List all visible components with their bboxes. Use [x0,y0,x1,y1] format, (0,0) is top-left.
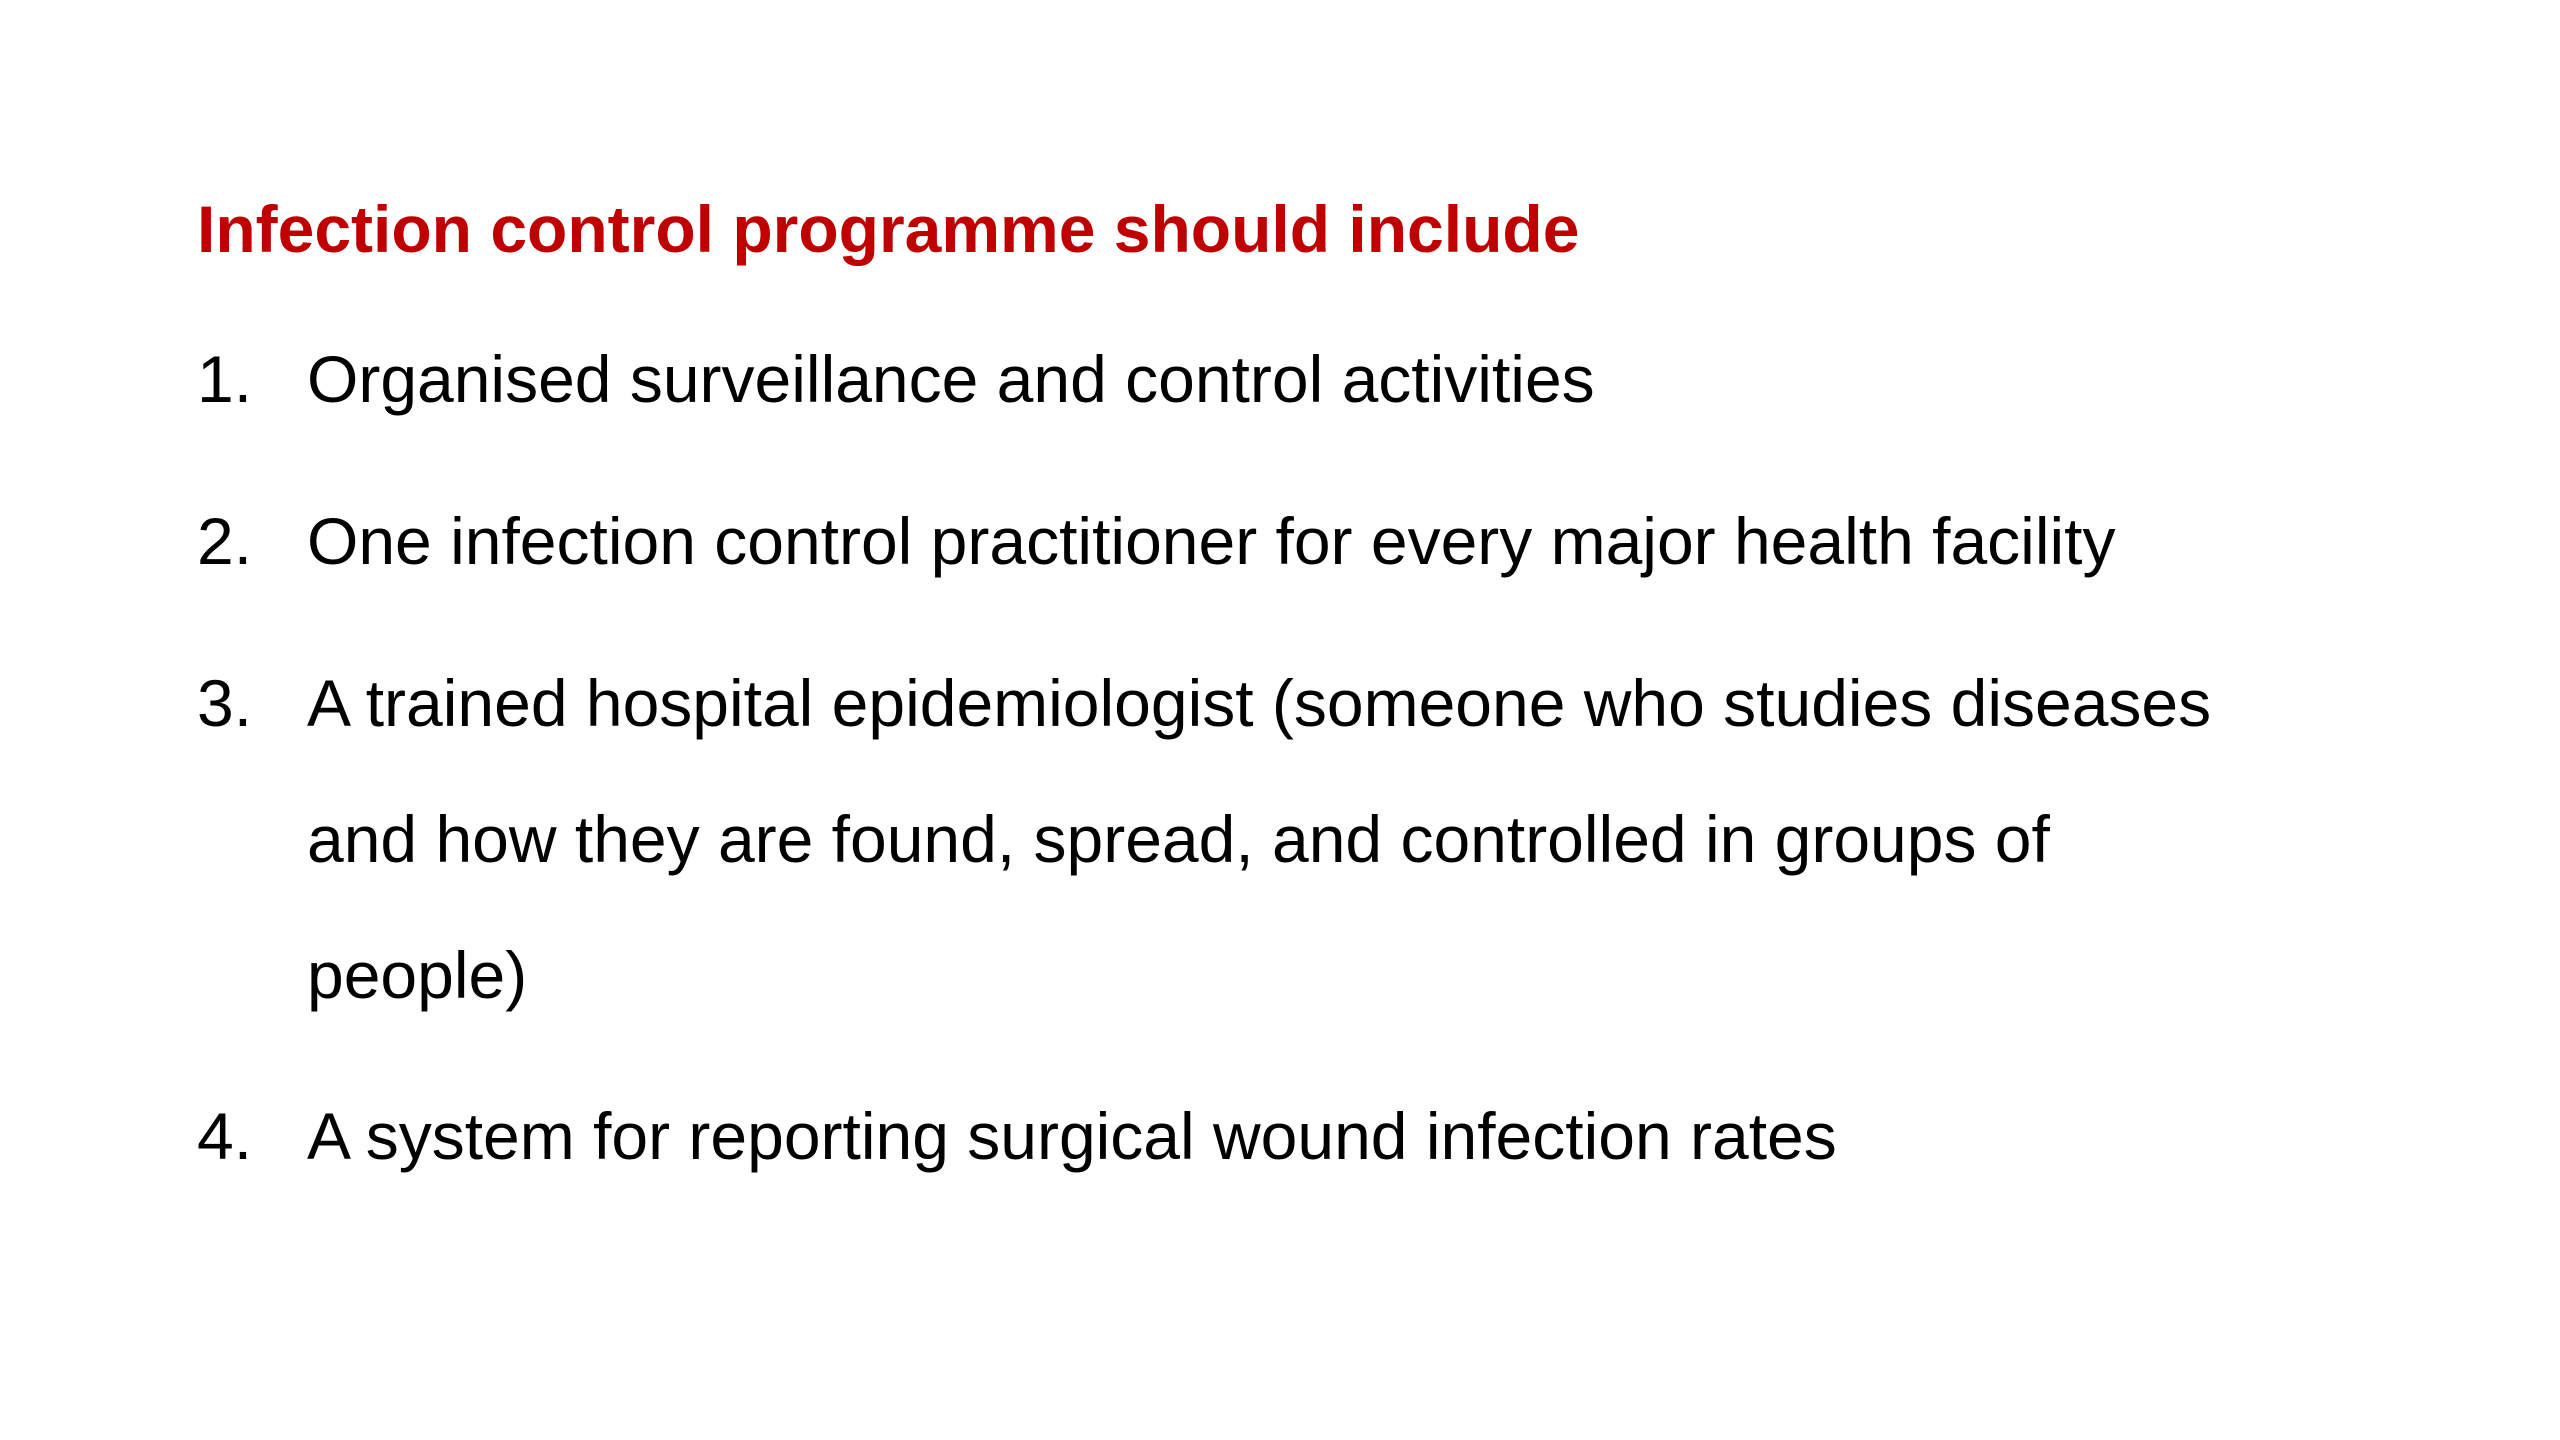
list-item-number: 1. [197,342,253,416]
list-item-number: 3. [197,666,253,740]
list-item-line: Organised surveillance and control activities [307,342,1595,416]
list-item-line: A system for reporting surgical wound infection rates [307,1099,1837,1173]
list-item-text [307,473,2507,609]
list-item-text [307,1068,2507,1204]
list-item-text [307,635,2507,1043]
list-item-line: and how they are found, spread, and controlled in groups of [307,802,2050,876]
list-item-number: 4. [197,1099,253,1173]
list-item-line: people) [307,938,528,1012]
list-item-line: A trained hospital epidemiologist (someone who studies diseases [307,666,2212,740]
slide-heading: Infection control programme should include [197,192,1580,266]
list-item-text [307,311,2507,447]
list-item-number: 2. [197,504,253,578]
list-item-line: One infection control practitioner for every major health facility [307,504,2116,578]
